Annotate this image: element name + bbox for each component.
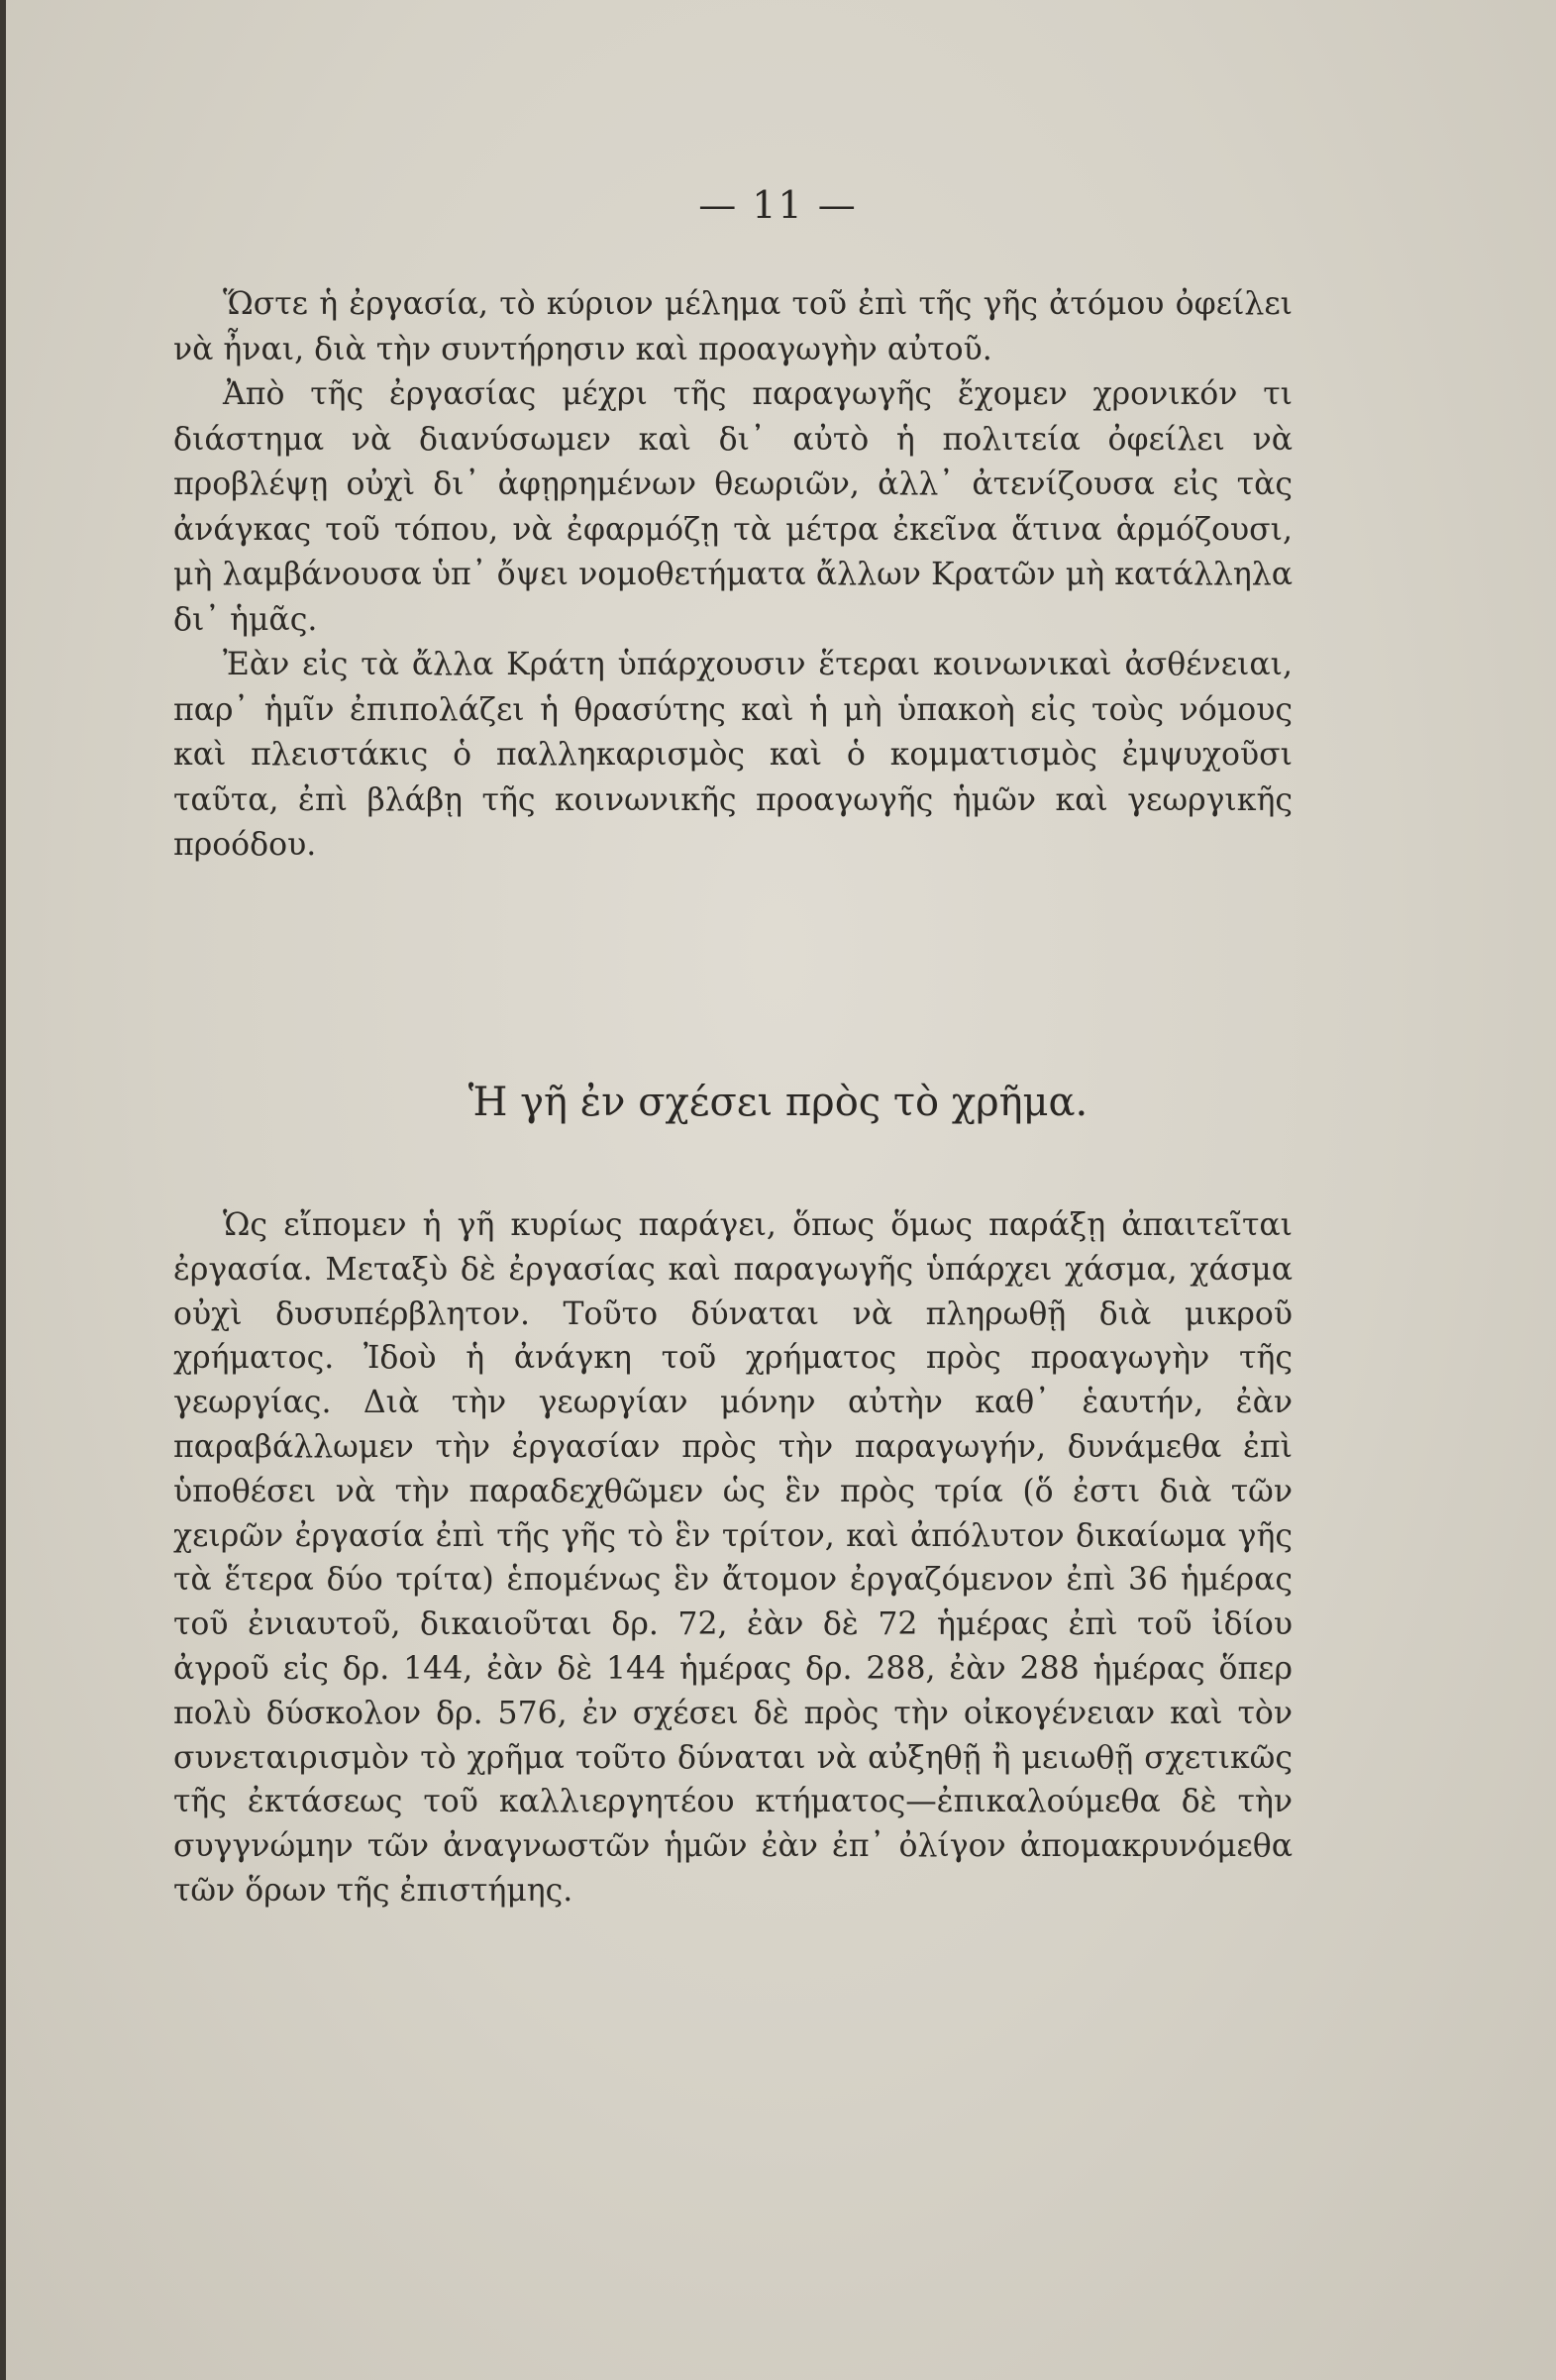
page-number: — 11 — bbox=[698, 183, 858, 227]
paragraph: Ἀπὸ τῆς ἐργασίας μέχρι τῆς παραγωγῆς ἔχομεν χρονικόν τι διάστημα νὰ διανύσωμεν καὶ δι᾿ αὐτὸ ἡ πολιτεία ὀφείλει νὰ προβλέψῃ οὐχὶ δι᾿ ἀφῃρημένων θεωριῶν, ἀλλ᾿ ἀτενίζουσα εἰς τὰς ἀνάγκας τοῦ τόπου, νὰ ἐφαρμόζῃ τὰ μέτρα ἐκεῖνα ἅτινα ἁρμόζουσι, μὴ λαμβάνουσα ὑπ᾿ ὄψει νομοθετήματα ἄλλων Κρατῶν μὴ κατάλληλα δι᾿ ἡμᾶς. bbox=[173, 376, 1293, 638]
body-text-top bbox=[173, 282, 1293, 869]
body-text-bottom bbox=[173, 1203, 1293, 1914]
section-heading: Ἡ γῆ ἐν σχέσει πρὸς τὸ χρῆμα. bbox=[467, 1080, 1089, 1125]
paragraph: Ὥστε ἡ ἐργασία, τὸ κύριον μέλημα τοῦ ἐπὶ τῆς γῆς ἀτόμου ὀφείλει νὰ ἦναι, διὰ τὴν συντήρησιν καὶ προαγωγὴν αὐτοῦ. bbox=[173, 286, 1293, 367]
paragraph: Ὡς εἴπομεν ἡ γῆ κυρίως παράγει, ὅπως ὅμως παράξῃ ἀπαιτεῖται ἐργασία. Μεταξὺ δὲ ἐργασίας καὶ παραγωγῆς ὑπάρχει χάσμα, χάσμα οὐχὶ δυσυπέρβλητον. Τοῦτο δύναται νὰ πληρωθῇ διὰ μικροῦ χρήματος. Ἰδοὺ ἡ ἀνάγκη τοῦ χρήματος πρὸς προαγωγὴν τῆς γεωργίας. Διὰ τὴν γεωργίαν μόνην αὐτὴν καθ᾿ ἑαυτήν, ἐὰν παραβάλλωμεν τὴν ἐργασίαν πρὸς τὴν παραγωγήν, δυνάμεθα ἐπὶ ὑποθέσει νὰ τὴν παραδεχθῶμεν ὡς ἓν πρὸς τρία (ὅ ἐστι διὰ τῶν χειρῶν ἐργασία ἐπὶ τῆς γῆς τὸ ἓν τρίτον, καὶ ἀπόλυτον δικαίωμα γῆς τὰ ἕτερα δύο τρίτα) ἑπομένως ἓν ἄτομον ἐργαζόμενον ἐπὶ 36 ἡμέρας τοῦ ἐνιαυτοῦ, δικαιοῦται δρ. 72, ἐὰν δὲ 72 ἡμέρας ἐπὶ τοῦ ἰδίου ἀγροῦ εἰς δρ. 144, ἐὰν δὲ 144 ἡμέρας δρ. 288, ἐὰν 288 ἡμέρας ὅπερ πολὺ δύσκολον δρ. 576, ἐν σχέσει δὲ πρὸς τὴν οἰκογένειαν καὶ τὸν συνεταιρισμὸν τὸ χρῆμα τοῦτο δύναται νὰ αὐξηθῇ ἢ μειωθῇ σχετικῶς τῆς ἐκτάσεως τοῦ καλλιεργητέου κτήματος—ἐπικαλούμεθα δὲ τὴν συγγνώμην τῶν ἀναγνωστῶν ἡμῶν ἐὰν ἐπ᾿ ὀλίγον ἀπομακρυνόμεθα τῶν ὅρων τῆς ἐπιστήμης. bbox=[173, 1207, 1293, 1909]
paragraph: Ἐὰν εἰς τὰ ἄλλα Κράτη ὑπάρχουσιν ἕτεραι κοινωνικαὶ ἀσθένειαι, παρ᾿ ἡμῖν ἐπιπολάζει ἡ θρασύτης καὶ ἡ μὴ ὑπακοὴ εἰς τοὺς νόμους καὶ πλειστάκις ὁ παλληκαρισμὸς καὶ ὁ κομματισμὸς ἐμψυχοῦσι ταῦτα, ἐπὶ βλάβῃ τῆς κοινωνικῆς προαγωγῆς ἡμῶν καὶ γεωργικῆς προόδου. bbox=[173, 647, 1293, 863]
page-edge bbox=[0, 0, 6, 2380]
